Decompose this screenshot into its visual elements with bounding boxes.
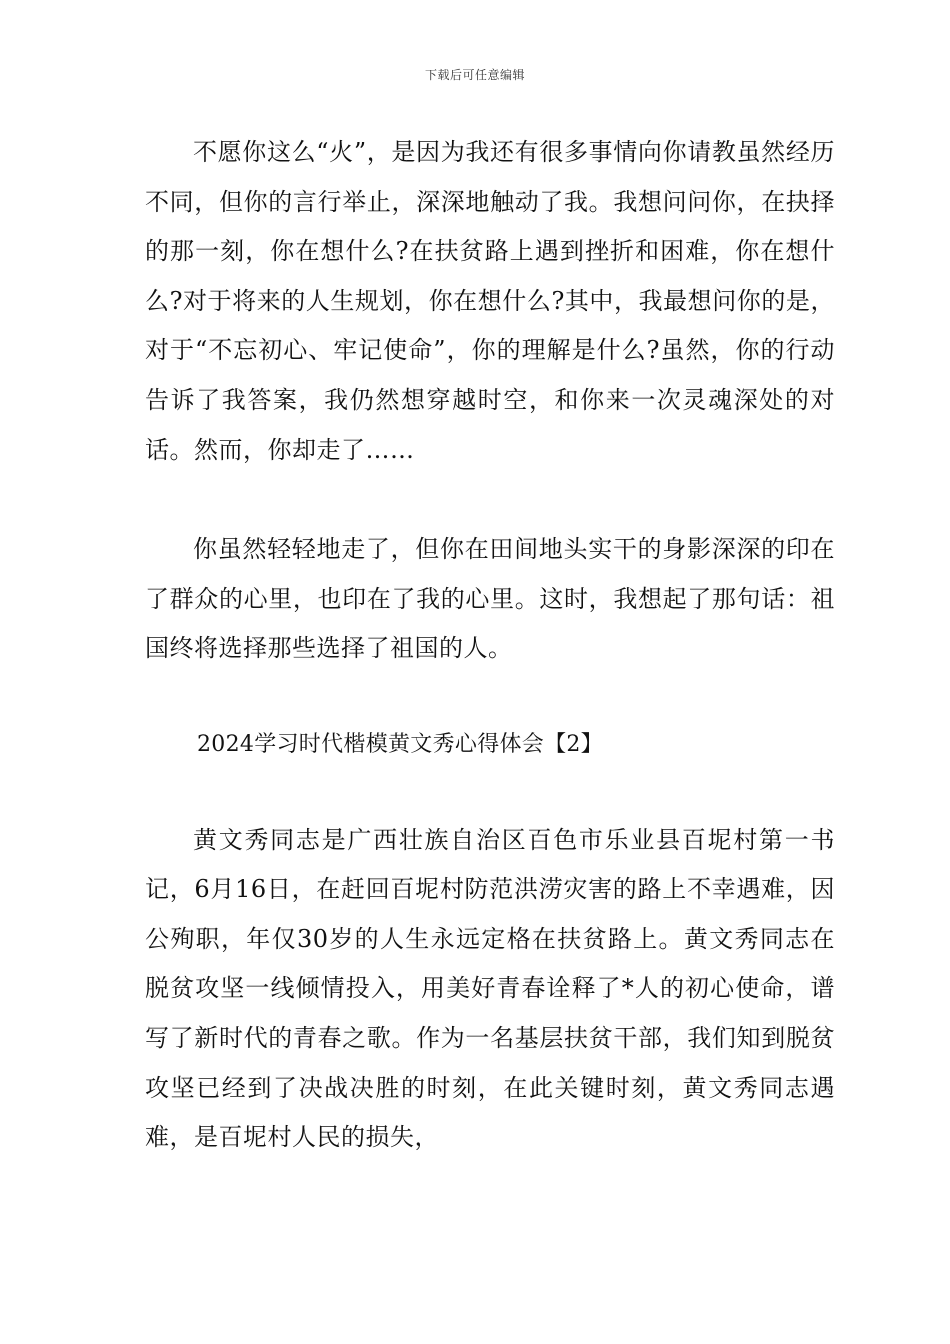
paragraph-gap: [145, 674, 835, 720]
paragraph-3: 黄文秀同志是广西壮族自治区百色市乐业县百坭村第一书记，6月16日，在赶回百坭村防范洪涝灾害的路上不幸遇难，因公殉职，年仅30岁的人生永远定格在扶贫路上。黄文秀同志在脱贫攻坚一线倾情投入，用美好青春诠释了*人的初心使命，谱写了新时代的青春之歌。作为一名基层扶贫干部，我们知到脱贫攻坚已经到了决战决胜的时刻，在此关键时刻，黄文秀同志遇难，是百坭村人民的损失，: [145, 825, 835, 1152]
paragraph-1: 不愿你这么“火”，是因为我还有很多事情向你请教虽然经历不同，但你的言行举止，深深地触动了我。我想问问你，在抉择的那一刻，你在想什么?在扶贫路上遇到挫折和困难，你在想什么?对于将来的人生规划，你在想什么?其中，我最想问你的是，对于“不忘初心、牢记使命”，你的理解是什么?虽然，你的行动告诉了我答案，我仍然想穿越时空，和你来一次灵魂深处的对话。然而，你却走了……: [145, 138, 835, 464]
section-title: 2024学习时代楷模黄文秀心得体会【2】: [197, 731, 603, 757]
paragraph-gap: [145, 770, 835, 816]
document-body: [145, 128, 835, 1163]
paragraph-2: 你虽然轻轻地走了，但你在田间地头实干的身影深深的印在了群众的心里，也印在了我的心里。这时，我想起了那句话：祖国终将选择那些选择了祖国的人。: [145, 535, 835, 663]
paragraph-gap: [145, 475, 835, 525]
header-note: 下载后可任意编辑: [424, 68, 525, 82]
